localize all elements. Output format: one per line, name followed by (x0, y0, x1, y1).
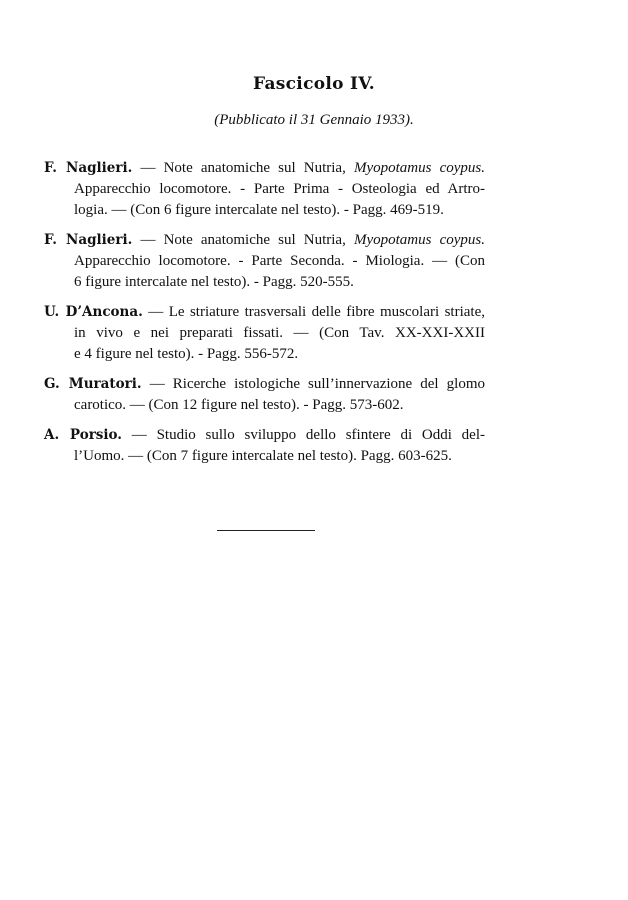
fascicle-title: Fascicolo IV. (253, 74, 375, 94)
entry-author: F. Naglieri. (44, 232, 133, 248)
entry-line (44, 230, 485, 251)
toc-entry (44, 425, 485, 467)
entry-line: carotico. — (Con 12 figure nel testo). - Pagg. 573-602. (74, 397, 404, 413)
entry-species: Myopotamus coypus. (353, 232, 486, 248)
entry-author: F. Naglieri. (44, 160, 133, 176)
table-of-contents (44, 158, 485, 476)
toc-entry (44, 158, 485, 221)
entry-author: U. D’Ancona. (44, 304, 143, 320)
entry-line (44, 158, 485, 179)
entry-line (44, 302, 485, 323)
entry-author: A. Porsio. (44, 427, 123, 443)
entry-line (44, 425, 485, 446)
divider-rule (217, 530, 315, 531)
publication-date: (Pubblicato il 31 Gennaio 1933). (214, 112, 414, 128)
entry-line: Apparecchio locomotore. - Parte Seconda. - Miologia. — (Con (74, 253, 485, 269)
entry-title-text: — Note anatomiche sul Nutria, (140, 232, 346, 248)
toc-entry (44, 374, 485, 416)
entry-author: G. Muratori. (44, 376, 142, 392)
entry-line: Apparecchio locomotore. - Parte Prima - Osteologia ed Artro- (74, 181, 485, 197)
entry-line: in vivo e nei preparati fissati. — (Con Tav. XX-XXI-XXII (74, 325, 485, 341)
entry-title-text: — Note anatomiche sul Nutria, (140, 160, 346, 176)
entry-line: e 4 figure nel testo). - Pagg. 556-572. (74, 346, 299, 362)
entry-species: Myopotamus coypus. (353, 160, 486, 176)
entry-title-text: — Studio sullo sviluppo dello sfintere di Oddi del- (131, 427, 486, 443)
entry-line (44, 374, 485, 395)
entry-title-text: — Le striature trasversali delle fibre muscolari striate, (148, 304, 485, 320)
entry-line: logia. — (Con 6 figure intercalate nel testo). - Pagg. 469-519. (74, 202, 444, 218)
entry-line: l’Uomo. — (Con 7 figure intercalate nel testo). Pagg. 603-625. (74, 448, 452, 464)
entry-line: 6 figure intercalate nel testo). - Pagg. 520-555. (74, 274, 354, 290)
toc-entry (44, 302, 485, 365)
entry-title-text: — Ricerche istologiche sull’innervazione del glomo (149, 376, 486, 392)
toc-entry (44, 230, 485, 293)
